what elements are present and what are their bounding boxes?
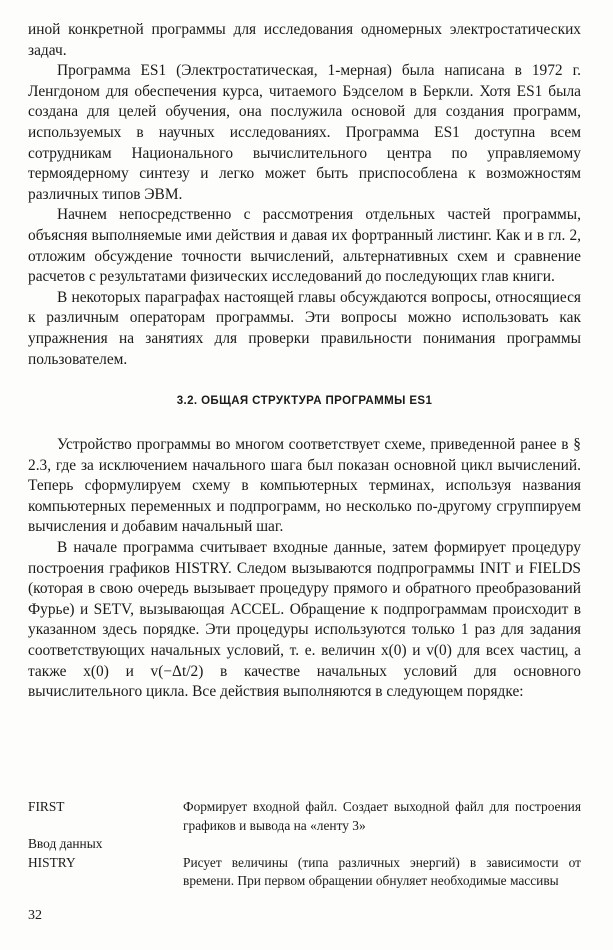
paragraph: иной конкретной программы для исследования одномерных электростатических задач. <box>28 21 581 59</box>
page-number: 32 <box>28 908 42 923</box>
paragraph: Устройство программы во многом соответствует схеме, приведенной ранее в § 2.3, где за исключением начального шага был показан основной цикл вычислений. Теперь сформулируем схему в компьютерных терминах, используя названия компьютерных переменных и подпрограмм, но несколько по-другому сгруппируем вычисления и добавим начальный шаг. <box>28 436 581 536</box>
body-text <box>28 20 581 703</box>
definition-term: HISTRY <box>28 854 76 870</box>
definition-row <box>28 854 581 891</box>
paragraph: Программа ES1 (Электростатическая, 1-мерная) была написана в 1972 г. Ленгдоном для обеспечения курса, читаемого Бэдселом в Беркли. Хотя ES1 была создана для целей обучения, она послужила основой для создания программ, используемых в научных исследованиях. Программа ES1 доступна всем сотрудникам Национального вычислительного центра по управляемому термоядерному синтезу и легко может быть приспособлена к возможностям различных типов ЭВМ. <box>28 62 581 203</box>
definition-description: Формирует входной файл. Создает выходной файл для построения графиков и вывода на «ленту 3» <box>183 799 581 833</box>
paragraph: В начале программа считывает входные данные, затем формирует процедуру построения графиков HISTRY. Следом вызываются подпрограммы INIT и FIELDS (которая в свою очередь вызывает процедуру прямого и обратного преобразований Фурье) и SETV, вызывающая ACCEL. Обращение к подпрограммам происходит в указанном здесь порядке. Эти процедуры используются только 1 раз для задания соответствующих начальных условий, т. е. величин x(0) и v(0) для всех частиц, а также x(0) и v(−Δt/2) в качестве начальных условий для основного вычислительного цикла. Все действия выполняются в следующем порядке: <box>28 539 581 701</box>
definition-term: FIRST <box>28 799 65 814</box>
definition-term: Ввод данных <box>28 836 103 851</box>
paragraph: Начнем непосредственно с рассмотрения отдельных частей программы, объясняя выполняемые ими действия и давая их фортранный листинг. Как и в гл. 2, отложим обсуждение точности вычислений, альтернативных схем и сравнение расчетов с результатами физических исследований до последующих глав книги. <box>28 206 581 286</box>
paragraph: В некоторых параграфах настоящей главы обсуждаются вопросы, относящиеся к различным операторам программы. Эти вопросы можно использовать как упражнения на занятиях для проверки правильности понимания программы пользователем. <box>28 288 581 368</box>
definition-description <box>183 835 581 854</box>
section-heading: 3.2. ОБЩАЯ СТРУКТУРА ПРОГРАММЫ ES1 <box>176 395 433 408</box>
definition-row <box>28 798 581 835</box>
definition-row <box>28 835 581 854</box>
definition-description: Рисует величины (типа различных энергий) в зависимости от времени. При первом обращении обнуляет необходимые массивы <box>183 854 581 888</box>
definition-list <box>28 798 581 891</box>
